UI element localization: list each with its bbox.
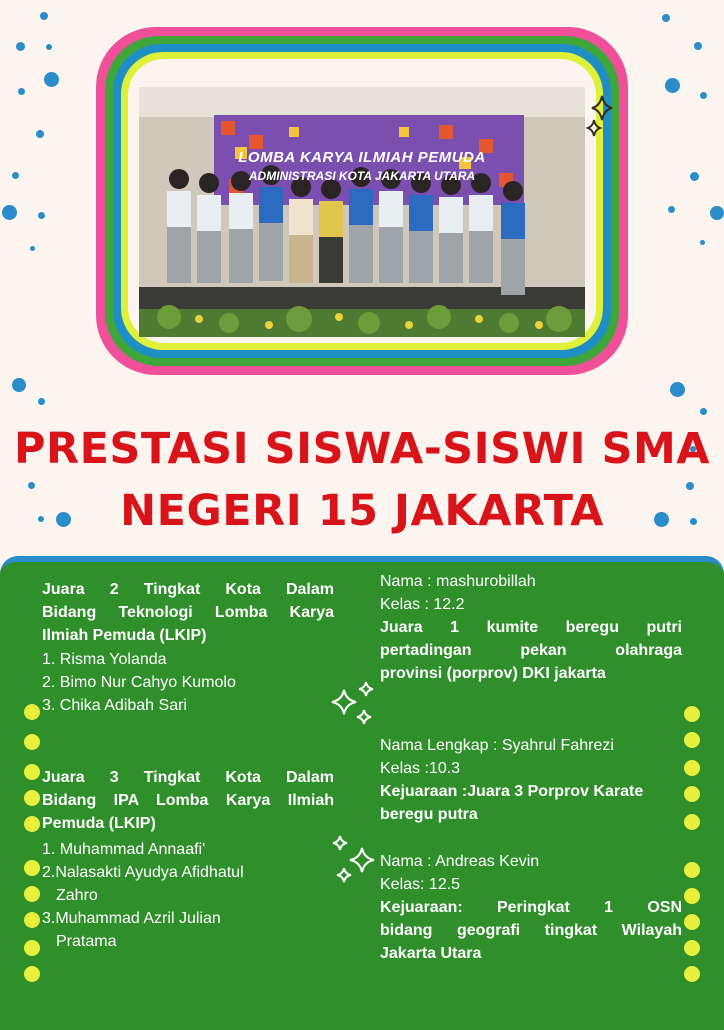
achievement-heading-2: Juara 3 Tingkat Kota Dalam Bidang IPA Lomba Karya Ilmiah Pemuda (LKIP) (42, 769, 334, 832)
list-item: 2. Bimo Nur Cahyo Kumolo (42, 674, 236, 691)
page-title-line1: PRESTASI SISWA-SISWI SMA (13, 424, 711, 474)
list-item: 3. Chika Adibah Sari (42, 697, 187, 714)
achievement-heading-1: Juara 2 Tingkat Kota Dalam Bidang Teknologi Lomba Karya Ilmiah Pemuda (LKIP) (42, 581, 334, 644)
list-item: 2.Nalasakti Ayudya Afidhatul (42, 864, 244, 881)
student-card-1: Nama : mashurobillah Kelas : 12.2 Juara 1 kumite beregu putri pertadingan pekan olahraga provinsi (porprov) DKI jakarta (380, 570, 682, 685)
student-class: Kelas : 12.2 (380, 596, 465, 613)
list-item: 3.Muhammad Azril Julian (42, 910, 221, 927)
sparkle-icon (330, 834, 380, 886)
winners-list-2 (42, 838, 334, 953)
list-item: Zahro (56, 887, 98, 904)
photo-banner-subtitle: ADMINISTRASI KOTA JAKARTA UTARA (248, 169, 476, 183)
student-name: Nama Lengkap : Syahrul Fahrezi (380, 737, 614, 754)
student-card-3: Nama : Andreas Kevin Kelas: 12.5 Kejuaraan: Peringkat 1 OSN bidang geografi tingkat Wilayah Jakarta Utara (380, 850, 682, 965)
sparkle-icon (580, 94, 620, 144)
sparkle-icon (328, 680, 378, 728)
student-name: Nama : mashurobillah (380, 573, 536, 590)
student-name: Nama : Andreas Kevin (380, 853, 540, 870)
list-item: 1. Risma Yolanda (42, 651, 167, 668)
student-class: Kelas: 12.5 (380, 876, 461, 893)
list-item: 1. Muhammad Annaafi' (42, 841, 206, 858)
group-photo (139, 87, 585, 337)
winners-list-1 (42, 648, 334, 717)
student-class: Kelas :10.3 (380, 760, 461, 777)
list-item: Pratama (56, 933, 117, 950)
photo-banner-title: LOMBA KARYA ILMIAH PEMUDA (238, 149, 486, 166)
page-title-line2: NEGERI 15 JAKARTA (120, 486, 604, 536)
student-card-2: Nama Lengkap : Syahrul Fahrezi Kelas :10.3 Kejuaraan :Juara 3 Porprov Karate beregu putra (380, 734, 682, 826)
